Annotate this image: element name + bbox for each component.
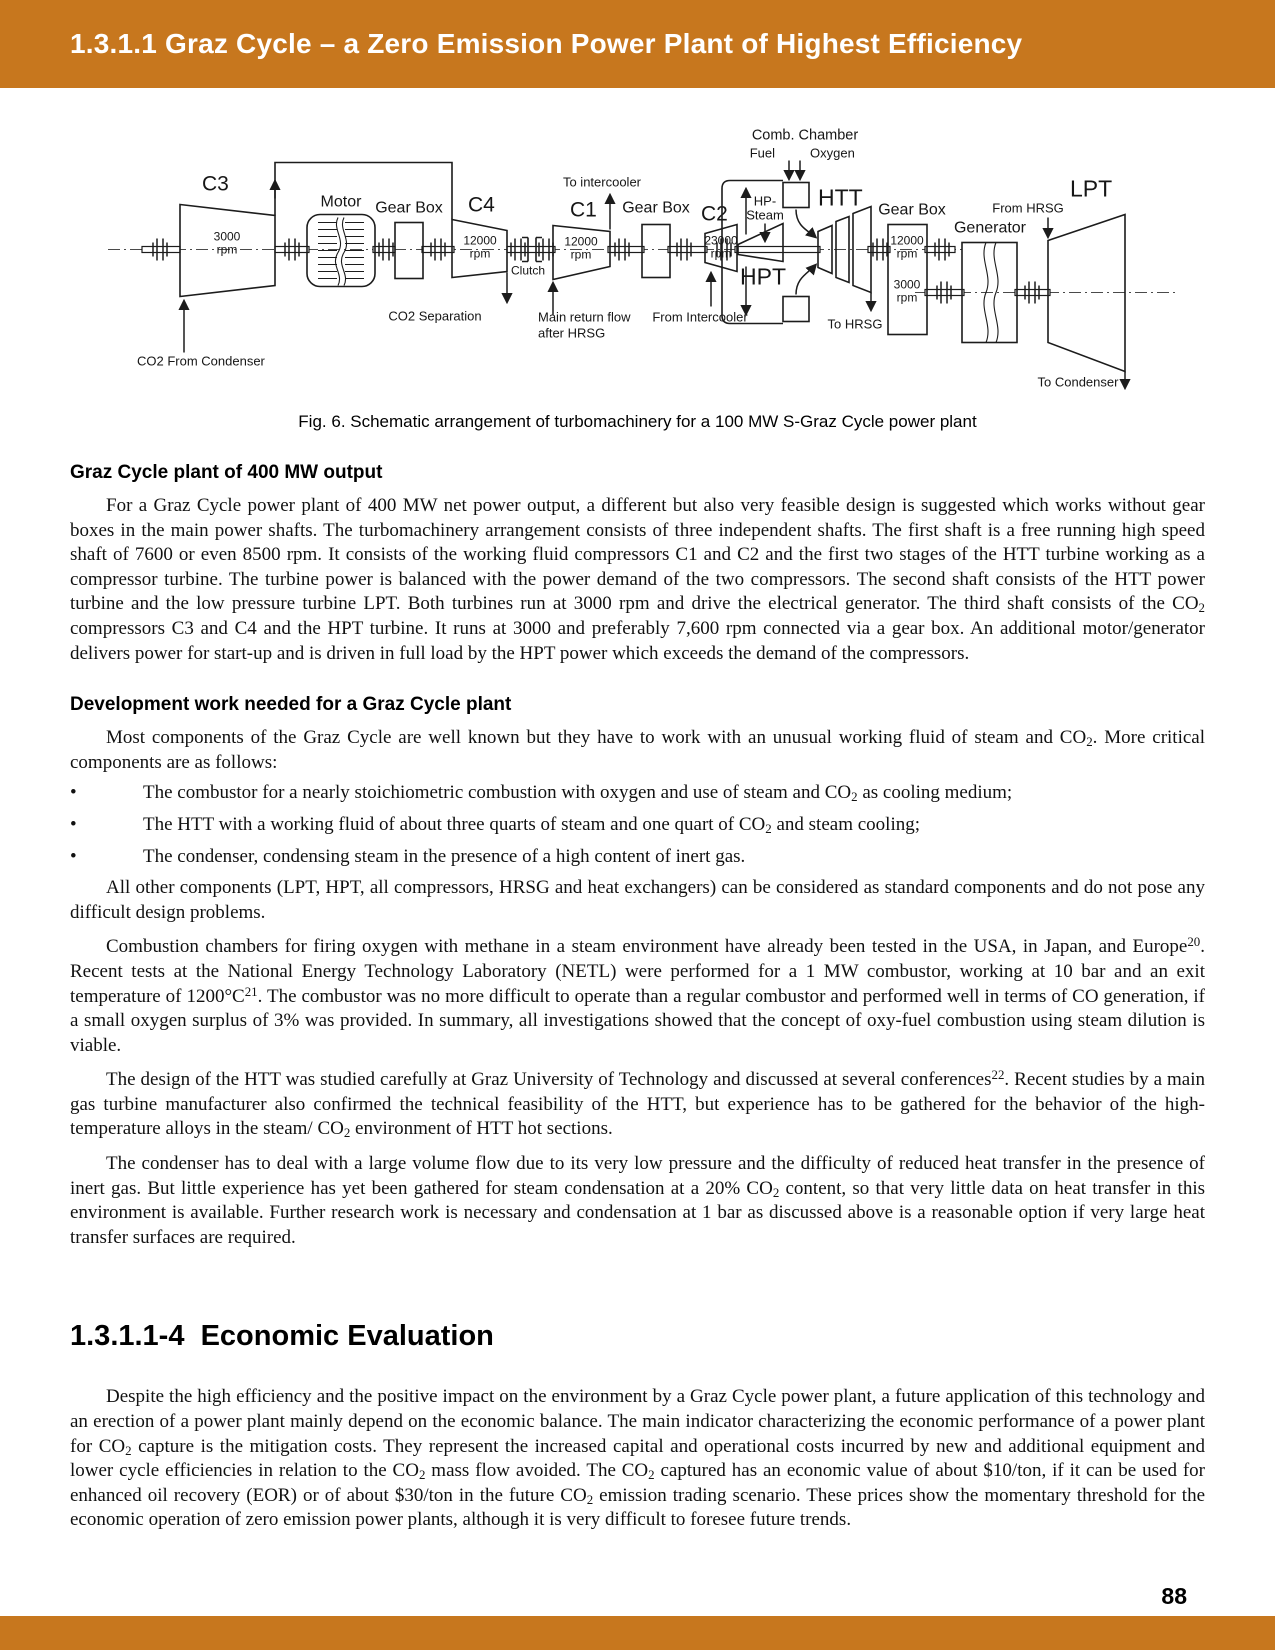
- c4-rpm-unit: rpm: [469, 246, 491, 261]
- list-item-text: The condenser, condensing steam in the presence of a high content of inert gas.: [143, 845, 746, 867]
- to-intercooler-label: To intercooler: [562, 174, 642, 190]
- chapter-title: 1.3.1.1 Graz Cycle – a Zero Emission Power Plant of Highest Efficiency: [70, 28, 1023, 59]
- c2-label: C2: [701, 202, 728, 226]
- c1-label: C1: [570, 198, 597, 222]
- hpt-label: HPT: [740, 263, 786, 290]
- section-heading-400mw: Graz Cycle plant of 400 MW output: [70, 462, 383, 483]
- generator-label: Generator: [953, 219, 1027, 237]
- list-item-condenser: [70, 845, 1205, 870]
- bullet-marker: •: [70, 813, 77, 835]
- list-item-htt: [70, 813, 1205, 838]
- clutch-label: Clutch: [510, 263, 546, 278]
- from-intercooler-label: From Intercooler: [652, 309, 748, 325]
- list-item-combustor: [70, 781, 1205, 806]
- paragraph-400mw: For a Graz Cycle power plant of 400 MW net power output, a different but also very feasible design is suggested which works without gear boxes in the main power shafts. The turbomachinery arrangement consists of three independent shafts. The first shaft is a free running high speed shaft of 7600 or even 8500 rpm. It consists of the working fluid compressors C1 and C2 and the first two stages of the HTT turbine working as a compressor turbine. The turbine power is balanced with the power demand of the two compressors. The second shaft consists of the HTT power turbine and the low pressure turbine LPT. Both turbines run at 3000 rpm and drive the electrical generator. The third shaft consists of the $CO_2$ compressors C3 and C4 and the HPT turbine. It runs at 3000 and preferably 7,600 rpm connected via a gear box. An additional motor/generator delivers power for start-up and is driven in full load by the HPT power which exceeds the demand of the compressors.: [70, 495, 1205, 664]
- gearbox1-shape: [395, 223, 423, 279]
- gearbox3-rpm-top-unit: rpm: [896, 246, 918, 261]
- c4-rpm-value: 12000: [463, 233, 497, 248]
- paragraph-economic: Despite the high efficiency and the positive impact on the environment by a Graz Cycle power plant, a future application of this technology and an erection of a power plant mainly depend on the economic balance. The main indicator characterizing the economic performance of a power plant for $CO_2$ capture is the mitigation costs. They represent the increased capital and operational costs incurred by new and additional equipment and lower cycle efficiencies in relation to the $CO_2$ mass flow avoided. The $CO_2$ captured has an economic value of about $10/ton, if it can be used for enhanced oil recovery (EOR) or of about $30/ton in the future $CO_2$ emission trading scenario. These prices show the momentary threshold for the economic operation of zero emission power plants, although it is very difficult to foresee future trends.: [70, 1386, 1205, 1531]
- motor-symbol: [307, 215, 375, 287]
- paragraph-development-intro: Most components of the Graz Cycle are well known but they have to work with an unusual working fluid of steam and $CO_2$. More critical components are as follows:: [70, 727, 1206, 773]
- paragraph-combustion-chambers: Combustion chambers for firing oxygen with methane in a steam environment have already been tested in the USA, in Japan, and Europe$^{20}$. Recent tests at the National Energy Technology Laboratory (NETL) were performed for a 1 MW combustor, working at 10 bar and an exit temperature of $1200^\circ C^{21}$. The combustor was no more difficult to operate than a regular combustor and performed well in terms of CO generation, if a small oxygen surplus of 3% was provided. In summary, all investigations showed that the concept of oxy-fuel combustion using steam dilution is viable.: [70, 934, 1205, 1056]
- hpt-turbine-shape: [738, 224, 783, 262]
- hp-steam-label-2: Steam: [746, 207, 784, 223]
- gearbox3-rpm-top: 12000: [890, 233, 924, 248]
- page-number: 88: [1161, 1583, 1187, 1609]
- list-item-text: The combustor for a nearly stoichiometric combustion with oxygen and use of steam and $CO_2$ as cooling medium;: [143, 782, 1013, 805]
- lpt-label: LPT: [1070, 175, 1113, 202]
- section-heading-development: Development work needed for a Graz Cycle plant: [70, 694, 512, 716]
- gearbox2-shape: [642, 225, 670, 278]
- page-header-bar: [0, 0, 1275, 88]
- gearbox3-rpm-bottom-unit: rpm: [896, 290, 918, 305]
- c4-label: C4: [468, 193, 495, 217]
- c3-rpm-unit: rpm: [216, 242, 238, 257]
- upper-chamber-feed: [796, 210, 816, 238]
- paragraph-htt-design: The design of the HTT was studied carefully at Graz University of Technology and discussed at several conferences$^{22}$. Recent studies by a main gas turbine manufacturer also confirmed the technical feasibility of the HTT, but experience has to be gathered for the behavior of the high-temperature alloys in the steam/ $CO_2$ environment of HTT hot sections.: [70, 1067, 1205, 1141]
- c1-rpm-value: 12000: [564, 234, 598, 249]
- list-item-text: The HTT with a working fluid of about three quarts of steam and one quart of $CO_2$ and steam cooling;: [143, 813, 921, 837]
- bullet-marker: •: [70, 845, 77, 867]
- to-condenser-label: To Condenser: [1037, 374, 1119, 390]
- page-footer-bar: [0, 1616, 1275, 1650]
- c3-label: C3: [202, 172, 229, 196]
- c2-rpm-value: 23000: [704, 233, 738, 248]
- oxygen-label: Oxygen: [810, 145, 855, 161]
- motor-label: Motor: [320, 193, 362, 211]
- lower-chamber-feed: [796, 265, 816, 295]
- from-hrsg-label: From HRSG: [992, 200, 1064, 216]
- main-return-label-1: Main return flow: [538, 309, 631, 325]
- gearbox2-label: Gear Box: [622, 199, 690, 217]
- htt-label: HTT: [818, 184, 863, 211]
- section-heading-economic: 1.3.1.1-4 Economic Evaluation: [70, 1320, 494, 1353]
- comb-chamber-upper: [783, 183, 809, 208]
- c2-rpm-unit: rpm: [710, 246, 732, 261]
- main-return-label-2: after HRSG: [538, 325, 606, 341]
- c1-rpm-unit: rpm: [570, 247, 592, 262]
- c3-rpm-value: 3000: [213, 229, 241, 244]
- gearbox1-label: Gear Box: [375, 199, 443, 217]
- paragraph-condenser: The condenser has to deal with a large volume flow due to its very low pressure and the difficulty of reduced heat transfer in the presence of inert gas. But little experience has yet been gathered for steam condensation at a 20% $CO_2$ content, so that very little data on heat transfer in this environment is available. Further research work is necessary and condensation at 1 bar as discussed above is a reasonable option if very large heat transfer surfaces are required.: [70, 1153, 1205, 1248]
- body-content: [70, 462, 1205, 1543]
- comb-chamber-label: Comb. Chamber: [751, 127, 859, 144]
- hp-steam-label-1: HP-: [753, 193, 777, 209]
- to-hrsg-label: To HRSG: [827, 316, 883, 332]
- figure-caption: Fig. 6. Schematic arrangement of turbomachinery for a 100 MW S-Graz Cycle power plant: [298, 412, 977, 431]
- critical-components-list: [70, 781, 1205, 869]
- bullet-marker: •: [70, 782, 77, 804]
- fuel-label: Fuel: [749, 145, 775, 161]
- gearbox3-label: Gear Box: [878, 201, 946, 219]
- co2-separation-label: CO2 Separation: [388, 308, 482, 324]
- comb-chamber-lower: [783, 297, 809, 322]
- gearbox3-rpm-bottom: 3000: [893, 277, 921, 292]
- turbomachinery-diagram: [70, 112, 1205, 402]
- co2-from-condenser-label: CO2 From Condenser: [137, 353, 265, 369]
- paragraph-standard-components: All other components (LPT, HPT, all compressors, HRSG and heat exchangers) can be considered as standard components and do not pose any difficult design problems.: [70, 877, 1205, 923]
